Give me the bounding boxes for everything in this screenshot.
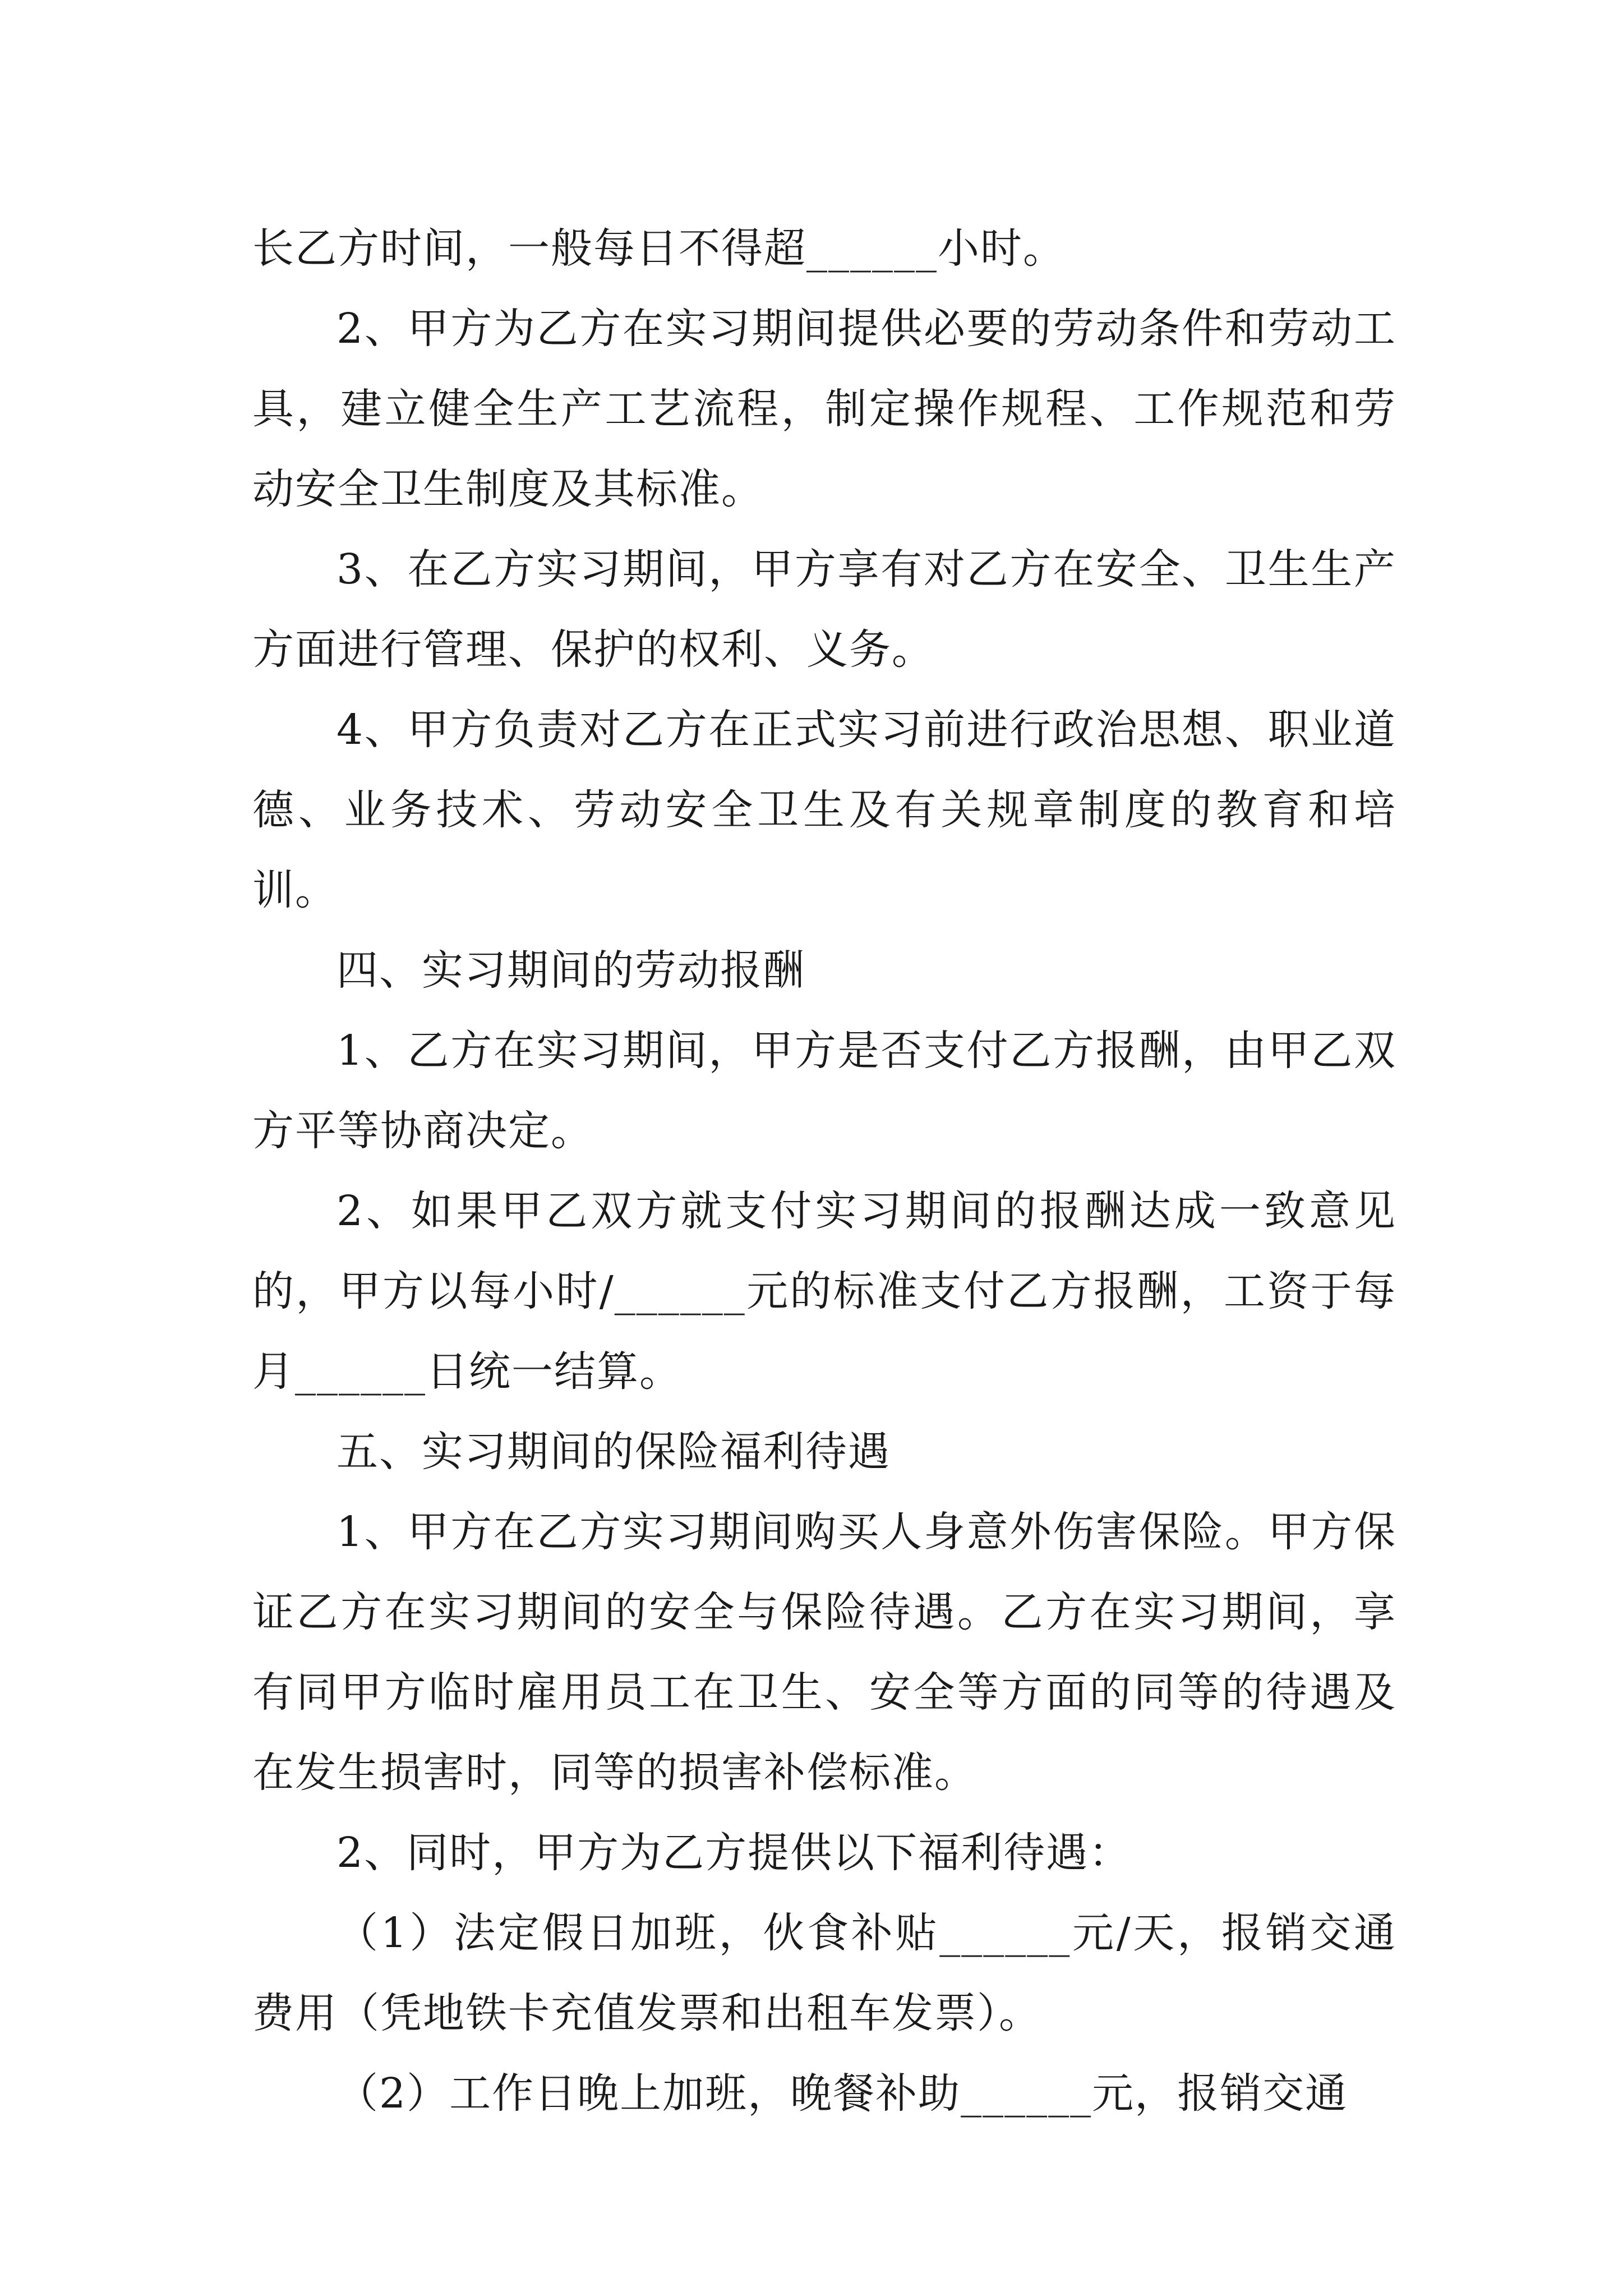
document-body [252,209,1396,2134]
paragraph-holiday-overtime: （1）法定假日加班，伙食补贴______元/天，报销交通费用（凭地铁卡充值发票和出租车发票）。 [252,1909,1396,2037]
paragraph-labor-conditions: 2、甲方为乙方在实习期间提供必要的劳动条件和劳动工具，建立健全生产工艺流程，制定操作规程、工作规范和劳动安全卫生制度及其标准。 [252,305,1396,513]
paragraph-remuneration-negotiation: 1、乙方在实习期间，甲方是否支付乙方报酬，由甲乙双方平等协商决定。 [252,1027,1396,1155]
section-heading-remuneration: 四、实习期间的劳动报酬 [336,946,805,995]
paragraph-insurance: 1、甲方在乙方实习期间购买人身意外伤害保险。甲方保证乙方在实习期间的安全与保险待遇。乙方在实习期间，享有同甲方临时雇用员工在卫生、安全等方面的同等的待遇及在发生损害时，同等的损害补偿标准。 [252,1508,1396,1797]
paragraph-evening-overtime: （2）工作日晚上加班，晚餐补助______元，报销交通 [336,2069,1348,2118]
paragraph-remuneration-standard: 2、如果甲乙双方就支付实习期间的报酬达成一致意见的，甲方以每小时/______元的标准支付乙方报酬，工资于每月______日统一结算。 [252,1187,1396,1396]
paragraph-safety-management: 3、在乙方实习期间，甲方享有对乙方在安全、卫生生产方面进行管理、保护的权利、义务。 [252,545,1396,674]
paragraph-training: 4、甲方负责对乙方在正式实习前进行政治思想、职业道德、业务技术、劳动安全卫生及有关规章制度的教育和培训。 [252,706,1396,914]
paragraph-welfare-intro: 2、同时，甲方为乙方提供以下福利待遇： [336,1829,1132,1877]
paragraph-working-hours: 长乙方时间，一般每日不得超______小时。 [252,224,1066,273]
section-heading-insurance-welfare: 五、实习期间的保险福利待遇 [336,1428,891,1476]
